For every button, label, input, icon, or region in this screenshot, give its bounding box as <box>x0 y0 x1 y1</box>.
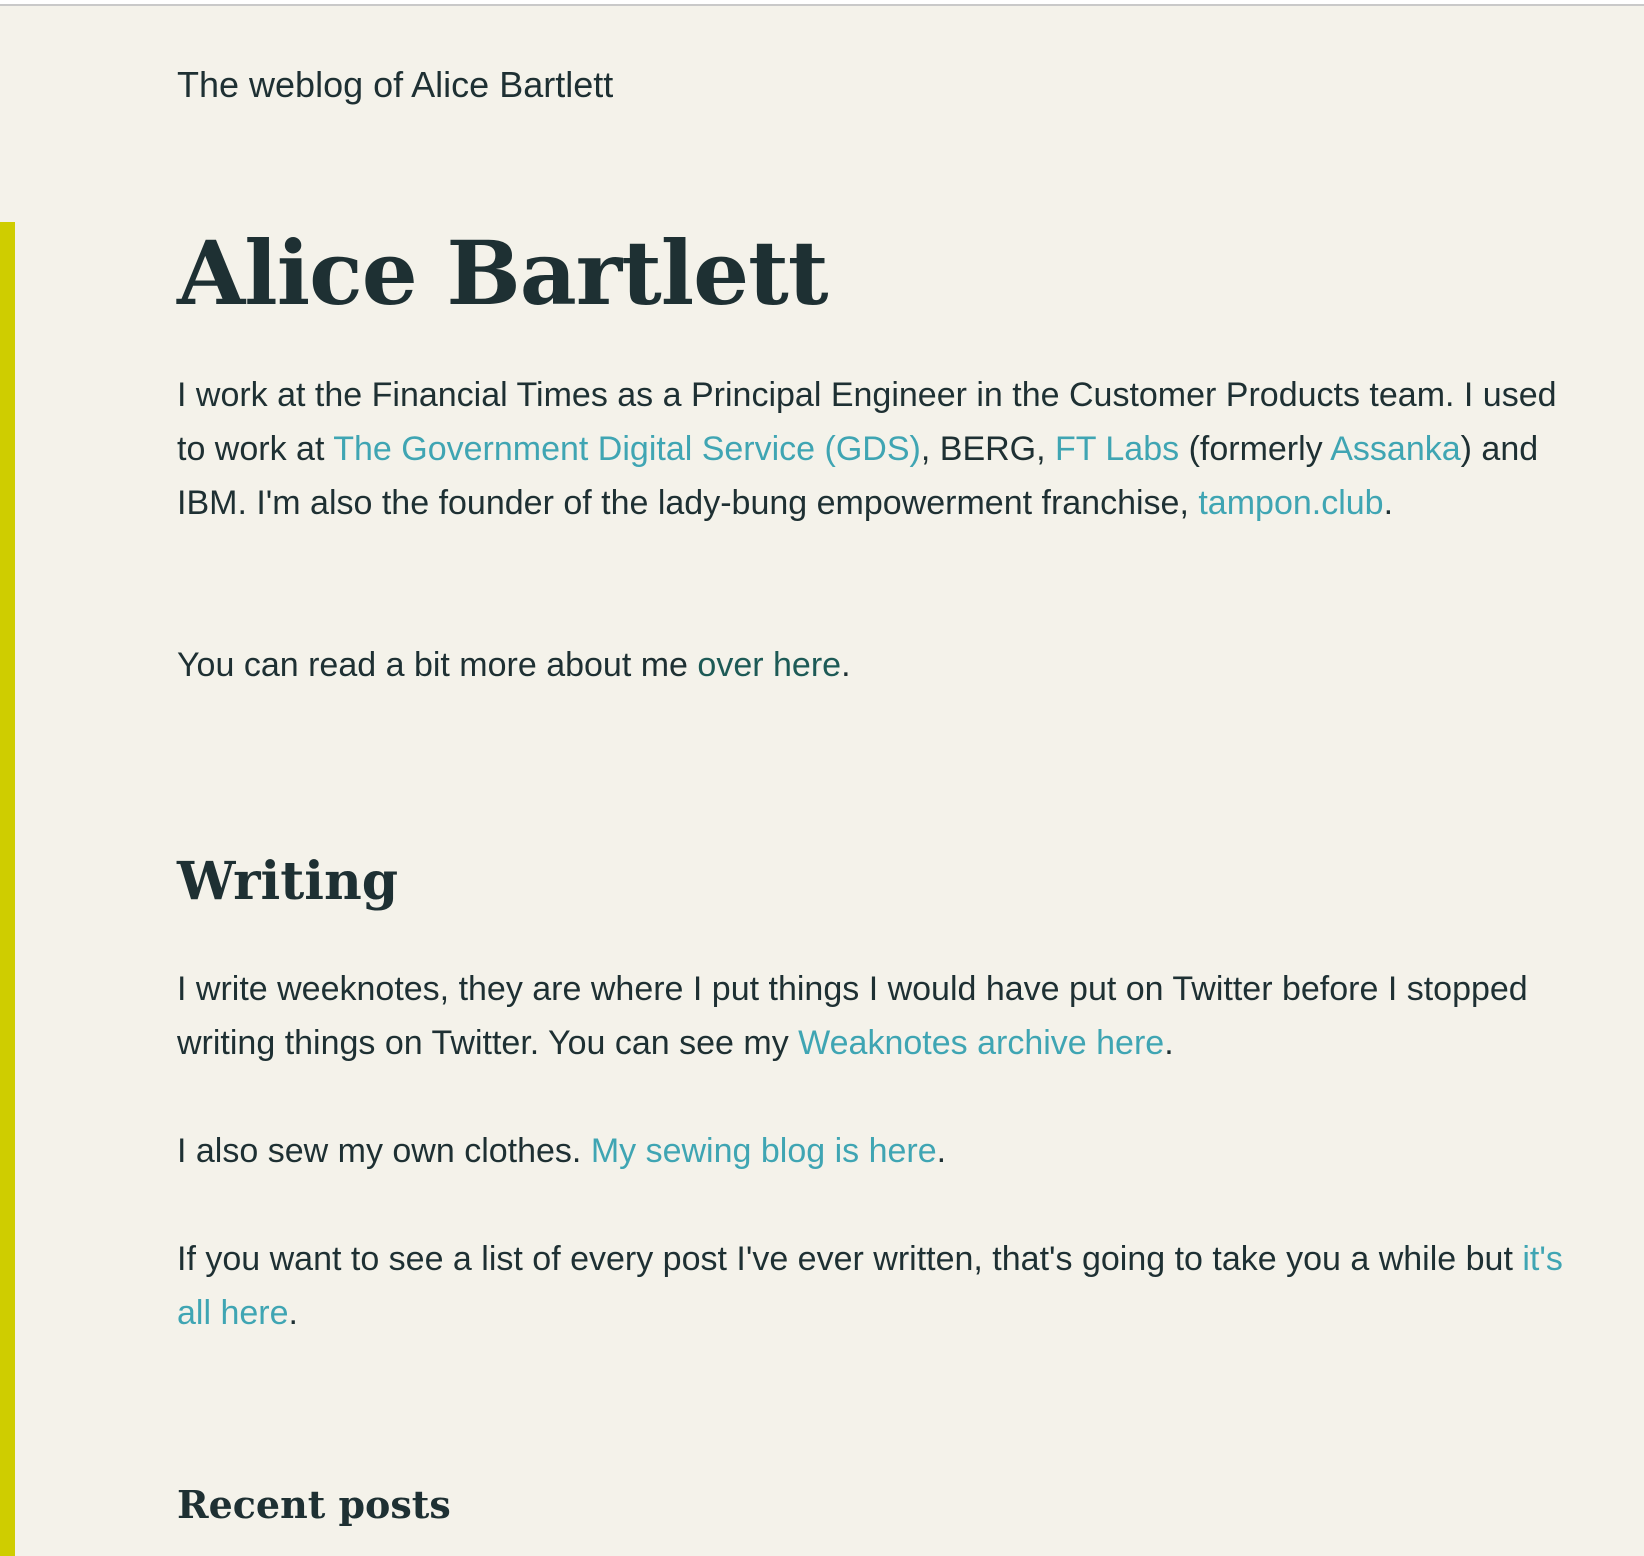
link-sewing-blog[interactable]: My sewing blog is here <box>590 1132 937 1170</box>
browser-top-rule <box>0 0 1644 6</box>
link-assanka[interactable]: Assanka <box>1330 430 1461 468</box>
writing-heading: Writing <box>177 851 399 912</box>
weeknotes-text-2: . <box>1164 1024 1174 1062</box>
all-posts-text-1: If you want to see a list of every post I've ever written, that's going to take you a while but <box>177 1240 1523 1278</box>
sewing-paragraph <box>177 1124 1577 1178</box>
intro-text-3: (formerly <box>1179 430 1331 468</box>
link-tampon-club[interactable]: tampon.club <box>1198 484 1384 522</box>
intro-text-1: I work at the Financial Times as a Principal Engineer in the Customer Products team. I used to work at <box>177 376 1557 468</box>
link-all-posts[interactable]: it's all here <box>177 1240 1563 1332</box>
sewing-text-1: I also sew my own clothes. <box>177 1132 591 1170</box>
intro-text-5: . <box>1383 484 1394 522</box>
intro-text-2: , BERG, <box>920 430 1056 468</box>
intro-text-4: ) and IBM. I'm also the founder of the lady-bung empowerment franchise, <box>177 430 1539 522</box>
link-over-here[interactable]: over here <box>697 646 842 684</box>
weeknotes-paragraph <box>177 962 1577 1070</box>
recent-posts-heading: Recent posts <box>177 1482 451 1527</box>
all-posts-text-2: . <box>288 1294 298 1332</box>
about-text-1: You can read a bit more about me <box>177 646 698 684</box>
link-ft-labs[interactable]: FT Labs <box>1055 430 1180 468</box>
sewing-text-2: . <box>936 1132 947 1170</box>
all-posts-paragraph <box>177 1232 1577 1340</box>
page-title: Alice Bartlett <box>177 221 828 325</box>
link-weeknotes-archive[interactable]: Weaknotes archive here <box>798 1024 1165 1062</box>
weeknotes-text-1: I write weeknotes, they are where I put things I would have put on Twitter before I stopped writing things on Twitter. You can see my <box>177 970 1528 1062</box>
accent-bar <box>0 222 15 1556</box>
intro-paragraph <box>177 368 1577 530</box>
about-text-2: . <box>841 646 851 684</box>
link-gds[interactable]: The Government Digital Service (GDS) <box>333 430 921 468</box>
about-paragraph <box>177 638 1577 692</box>
site-title[interactable]: The weblog of Alice Bartlett <box>177 64 614 105</box>
